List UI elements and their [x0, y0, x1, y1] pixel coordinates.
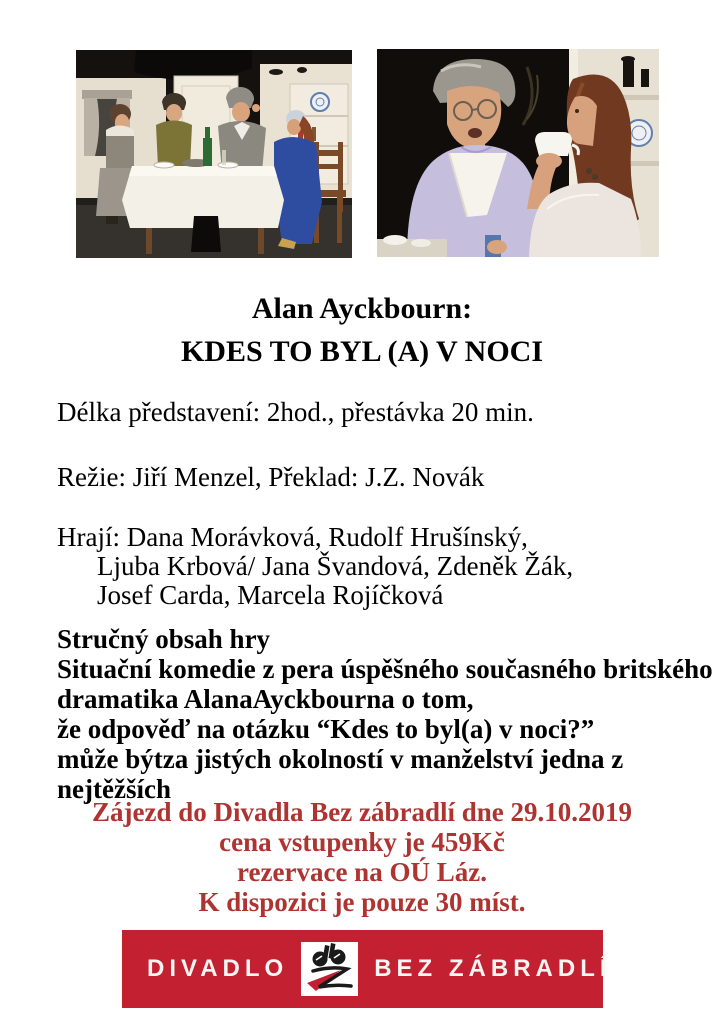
synopsis-line-2: dramatika AlanaAyckbourna o tom, [57, 684, 474, 714]
dbz-emblem-icon [301, 942, 358, 996]
trip-info-block [0, 797, 724, 917]
trip-line-3: rezervace na OÚ Láz. [237, 857, 487, 887]
synopsis-block [57, 624, 724, 804]
synopsis-line-4: může býtza jistých okolností v manželství jedna z nejtěžších [57, 744, 624, 804]
synopsis-line-1: Situační komedie z pera úspěšného současného britského [57, 654, 713, 684]
logo-divadlo-text: DIVADLO [147, 955, 289, 982]
cast-block [57, 523, 573, 610]
trip-line-4: K dispozici je pouze 30 míst. [198, 887, 526, 917]
logo-bez-zabradli-text: BEZ ZÁBRADLÍ [374, 955, 612, 982]
right-photo-couple-closeup [377, 49, 659, 257]
title-play-name: KDES TO BYL (A) V NOCI [180, 335, 544, 368]
synopsis-line-3: že odpověď na otázku “Kdes to byl(a) v noci?” [57, 714, 595, 744]
title-author-line: Alan Ayckbourn: [251, 292, 473, 325]
left-photo-dinner-scene [76, 50, 352, 258]
divadlo-bez-zabradli-logo [122, 930, 612, 1008]
cast-line-3: Josef Carda, Marcela Rojíčková [97, 580, 444, 610]
dinner-scene-illustration [76, 50, 352, 258]
trip-line-1: Zájezd do Divadla Bez zábradlí dne 29.10.2019 [91, 797, 632, 827]
credits-line: Režie: Jiří Menzel, Překlad: J.Z. Novák [57, 462, 485, 492]
cast-line-2: Ljuba Krbová/ Jana Švandová, Zdeněk Žák, [97, 551, 574, 581]
trip-line-2: cena vstupenky je 459Kč [219, 827, 505, 857]
play-title [0, 287, 724, 373]
synopsis-heading: Stručný obsah hry [57, 624, 271, 654]
couple-closeup-illustration [377, 49, 659, 257]
duration-line: Délka představení: 2hod., přestávka 20 min. [57, 397, 534, 427]
cast-line-1: Hrají: Dana Morávková, Rudolf Hrušínský, [57, 522, 528, 552]
